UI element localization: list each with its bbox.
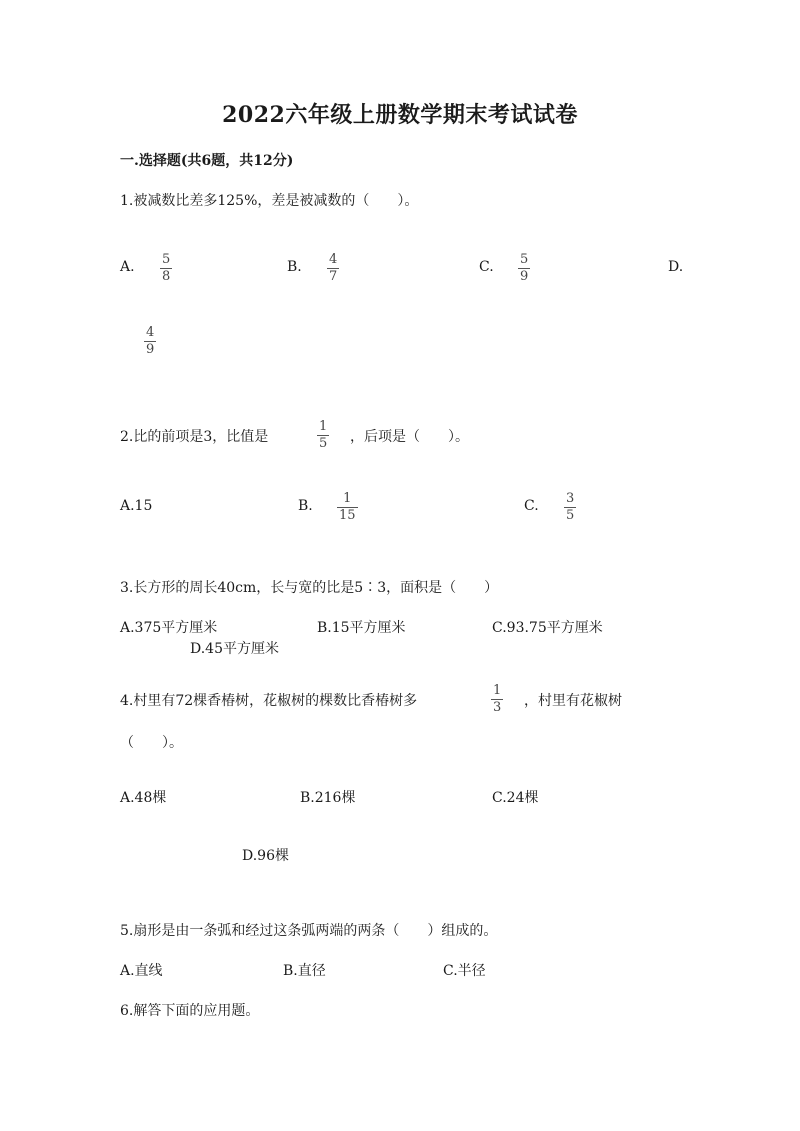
question-3-text: 3.长方形的周长40cm，长与宽的比是5∶3，面积是（ ） (120, 580, 499, 596)
q5-option-b: B.直径 (283, 963, 326, 979)
question-2-text-end: ，后项是（ ）。 (350, 429, 469, 445)
fraction-denominator: 3 (493, 700, 502, 715)
fraction-numerator: 1 (343, 491, 352, 506)
fraction-numerator: 5 (520, 252, 529, 267)
q1-option-c-label: C. (479, 259, 494, 275)
fraction-denominator: 15 (339, 508, 356, 523)
q3-option-d: D.45平方厘米 (190, 641, 279, 657)
q4-option-d: D.96棵 (242, 848, 289, 864)
q2-option-b-fraction (337, 492, 358, 523)
q3-option-b: B.15平方厘米 (317, 620, 406, 636)
q4-option-b: B.216棵 (300, 790, 356, 806)
q2-option-c-label: C. (524, 498, 539, 514)
fraction-numerator: 3 (566, 491, 575, 506)
fraction-numerator: 5 (162, 252, 171, 267)
fraction-denominator: 9 (520, 269, 529, 284)
page-title: 2022六年级上册数学期末考试试卷 (222, 102, 578, 128)
q1-option-a-label: A. (120, 259, 135, 275)
fraction-denominator: 5 (319, 436, 328, 451)
fraction-denominator: 7 (329, 269, 338, 284)
question-2-fraction (317, 420, 329, 451)
fraction-numerator: 4 (329, 252, 338, 267)
q4-option-c: C.24棵 (492, 790, 539, 806)
question-2-text-start: 2.比的前项是3，比值是 (120, 429, 269, 445)
fraction-denominator: 5 (566, 508, 575, 523)
q1-option-b-label: B. (287, 259, 302, 275)
q1-option-d-fraction (144, 326, 156, 357)
question-4-text-end: ，村里有花椒树 (524, 693, 622, 709)
fraction-denominator: 9 (146, 342, 155, 357)
q1-option-c-fraction (518, 253, 530, 284)
q3-option-a: A.375平方厘米 (120, 620, 218, 636)
q5-option-c: C.半径 (443, 963, 486, 979)
question-4-text-start: 4.村里有72棵香椿树，花椒树的棵数比香椿树多 (120, 693, 418, 709)
fraction-numerator: 4 (146, 325, 155, 340)
q1-option-b-fraction (327, 253, 339, 284)
fraction-denominator: 8 (162, 269, 171, 284)
q2-option-c-fraction (564, 492, 576, 523)
q2-option-b-label: B. (298, 498, 313, 514)
question-6-text: 6.解答下面的应用题。 (120, 1003, 260, 1019)
q1-option-a-fraction (160, 253, 172, 284)
q2-option-a: A.15 (120, 498, 153, 514)
question-1-text: 1.被减数比差多125%，差是被减数的（ ）。 (120, 193, 419, 209)
section-heading: 一.选择题(共6题，共12分) (120, 153, 294, 169)
q5-option-a: A.直线 (120, 963, 163, 979)
q4-option-a: A.48棵 (120, 790, 167, 806)
fraction-numerator: 1 (319, 419, 328, 434)
fraction-numerator: 1 (493, 683, 502, 698)
question-5-text: 5.扇形是由一条弧和经过这条弧两端的两条（ ）组成的。 (120, 923, 498, 939)
q1-option-d-label: D. (668, 259, 684, 275)
q3-option-c: C.93.75平方厘米 (492, 620, 603, 636)
question-4-blank: （ ）。 (120, 735, 183, 751)
question-4-fraction (491, 684, 503, 715)
